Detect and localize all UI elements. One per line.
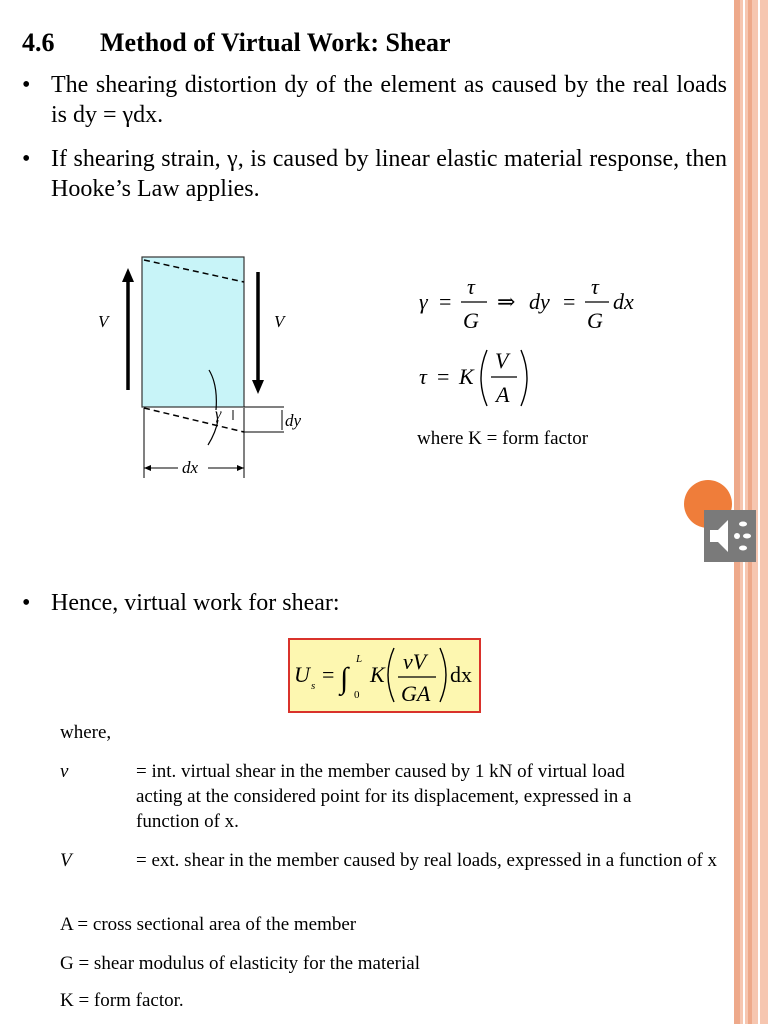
svg-text:0: 0 (354, 689, 360, 701)
svg-text:⇒: ⇒ (497, 289, 516, 314)
svg-text:GA: GA (401, 681, 431, 706)
definition-text: = ext. shear in the member caused by real loads, expressed in a function of x (136, 850, 718, 871)
definition-K: K = form factor. (60, 990, 184, 1011)
svg-text:K: K (370, 662, 385, 687)
svg-text:dy: dy (529, 289, 550, 314)
form-factor-note: where K = form factor (417, 428, 589, 449)
svg-text:G: G (463, 308, 479, 333)
svg-text:τ: τ (467, 282, 475, 299)
svg-text:s: s (311, 680, 316, 692)
left-force-label: V (98, 312, 109, 331)
where-label: where, (60, 722, 112, 743)
shear-element-figure (78, 250, 330, 488)
bullet-marker: • (22, 590, 31, 616)
svg-text:τ: τ (591, 282, 599, 299)
section-number: 4.6 (22, 28, 55, 57)
gamma-label: γ (215, 406, 222, 423)
dy-label: dy (285, 411, 302, 430)
slide-title (22, 28, 451, 58)
distorted-bottom-edge (144, 408, 244, 432)
definition-text: = int. virtual shear in the member caused by 1 kN of virtual load acting at the considered point for its displacement, expressed in a function of x. (136, 761, 632, 832)
element-rectangle (142, 257, 244, 407)
svg-text:=: = (563, 289, 576, 314)
bullet-text: If shearing strain, γ, is caused by linear elastic material response, then Hooke’s Law applies. (51, 146, 727, 202)
speaker-icon[interactable] (704, 510, 756, 562)
svg-text:=: = (439, 289, 452, 314)
svg-text:K: K (459, 364, 474, 389)
title-text: Method of Virtual Work: Shear (100, 28, 451, 57)
svg-text:A: A (496, 382, 510, 407)
dx-label: dx (182, 458, 199, 477)
tau-equation (419, 348, 527, 407)
svg-text:=: = (437, 364, 450, 389)
svg-text:V: V (495, 348, 509, 373)
svg-text:G: G (587, 308, 603, 333)
bullet-marker: • (22, 146, 31, 172)
definition-symbol: v (60, 761, 69, 782)
svg-text:τ: τ (419, 364, 427, 389)
definition-A: A = cross sectional area of the member (60, 914, 357, 935)
svg-text:vV: vV (403, 649, 427, 674)
definition-symbol: V (60, 850, 72, 871)
svg-text:∫: ∫ (340, 662, 349, 695)
svg-text:U: U (294, 662, 310, 687)
bullet-marker: • (22, 72, 31, 98)
virtual-work-shear-equation (288, 638, 481, 713)
svg-text:dx: dx (613, 289, 634, 314)
svg-text:dx: dx (450, 662, 472, 687)
bullet-text: Hence, virtual work for shear: (51, 590, 340, 616)
svg-text:=: = (322, 662, 335, 687)
strain-equation (419, 282, 634, 333)
right-force-label: V (274, 312, 285, 331)
svg-text:L: L (356, 653, 363, 665)
svg-text:γ: γ (419, 289, 428, 314)
bullet-text: The shearing distortion dy of the element as caused by the real loads is dy = γdx. (51, 72, 727, 128)
definition-G: G = shear modulus of elasticity for the material (60, 953, 420, 974)
